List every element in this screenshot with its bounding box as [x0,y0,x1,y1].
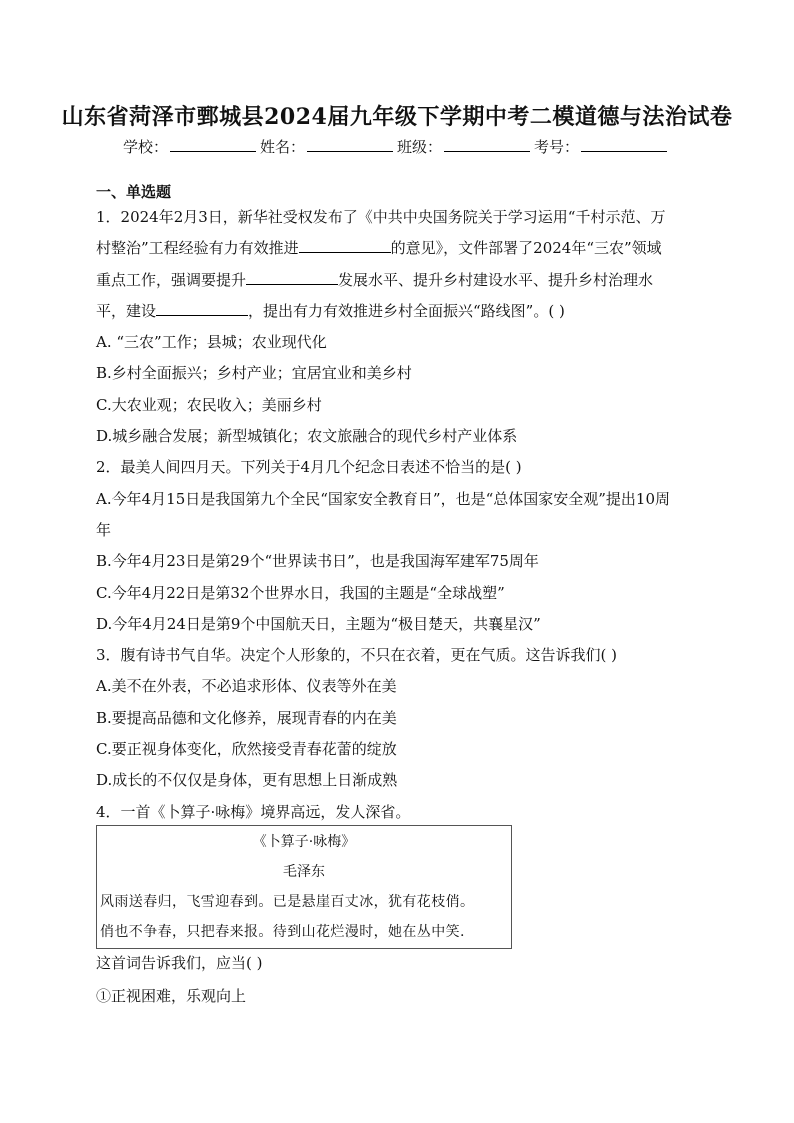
exam-title: 山东省菏泽市鄄城县2024届九年级下学期中考二模道德与法治试卷 [61,104,733,130]
q2-option-b: B.今年4月23日是第29个“世界读书日”，也是我国海军建军75周年 [96,552,539,571]
q4-stem: 4．一首《卜算子·咏梅》境界高远，发人深省。 [96,802,411,821]
name-blank[interactable] [307,137,393,152]
q1-option-a: A. “三农”工作；县城；农业现代化 [96,333,327,352]
poem-line-1: 风雨送春归，飞雪迎春到。已是悬崖百丈冰，犹有花枝俏。 [100,894,475,910]
q2-option-d: D.今年4月24日是第9个中国航天日，主题为“极目楚天，共襄星汉” [96,614,541,633]
q2-option-a-line1: A.今年4月15日是我国第九个全民“国家安全教育日”，也是“总体国家安全观”提出10周 [96,489,670,508]
poem-title: 《卜算子·咏梅》 [252,834,356,850]
q3-option-d: D.成长的不仅仅是身体，更有思想上日渐成熟 [96,771,398,790]
q1-stem-line4 [96,296,700,327]
q1-option-c: C.大农业观；农民收入；美丽乡村 [96,395,322,414]
class-label: 班级： [397,138,443,156]
q1-text: 重点工作，强调要提升 [96,270,247,289]
q3-stem: 3．腹有诗书气自华。决定个人形象的，不只在衣着，更在气质。这告诉我们( ) [96,646,618,665]
q2-option-a-line2: 年 [96,520,112,539]
q3-option-b: B.要提高品德和文化修养，展现青春的内在美 [96,708,397,727]
class-blank[interactable] [444,137,530,152]
poem-box [96,825,512,949]
q1-text: 村整治”工程经验有力有效推进 [96,239,299,258]
q2-option-c: C.今年4月22日是第32个世界水日，我国的主题是“全球战塑” [96,583,505,602]
q1-option-d: D.城乡融合发展；新型城镇化；农文旅融合的现代乡村产业体系 [96,427,518,446]
q1-option-b: B.乡村全面振兴；乡村产业；宜居宜业和美乡村 [96,364,412,383]
q1-blank-2 [246,270,338,285]
number-label: 考号： [534,138,580,156]
q1-stem-line2 [96,233,700,264]
q1-text: 发展水平、提升乡村建设水平、提升乡村治理水 [338,270,654,289]
school-blank[interactable] [170,137,256,152]
section-heading: 一、单选题 [96,183,172,201]
q1-text: ，提出有力有效推进乡村全面振兴“路线图”。( ) [248,301,565,320]
student-info-row [0,136,794,157]
q1-stem-line1: 1．2024年2月3日，新华社受权发布了《中共中央国务院关于学习运用“千村示范、万 [96,208,666,226]
q1-text: 平，建设 [96,301,157,320]
q1-stem-line3 [96,265,700,296]
q4-option-1: ①正视困难，乐观向上 [96,987,247,1005]
poem-author: 毛泽东 [283,864,325,880]
q1-blank-3 [156,301,248,316]
question-list [96,202,700,828]
q4-prompt: 这首词告诉我们，应当( ) [96,954,263,972]
name-label: 姓名： [259,138,305,156]
q3-option-c: C.要正视身体变化，欣然接受青春花蕾的绽放 [96,740,397,759]
school-label: 学校： [122,138,168,156]
q3-option-a: A.美不在外表，不必追求形体、仪表等外在美 [96,677,397,696]
q2-stem: 2．最美人间四月天。下列关于4月几个纪念日表述不恰当的是( ) [96,458,522,477]
q1-blank-1 [299,238,391,253]
number-blank[interactable] [581,137,667,152]
q1-text: 的意见》，文件部署了2024年“三农”领域 [390,239,662,258]
poem-line-2: 俏也不争春，只把春来报。待到山花烂漫时，她在丛中笑. [100,924,465,940]
